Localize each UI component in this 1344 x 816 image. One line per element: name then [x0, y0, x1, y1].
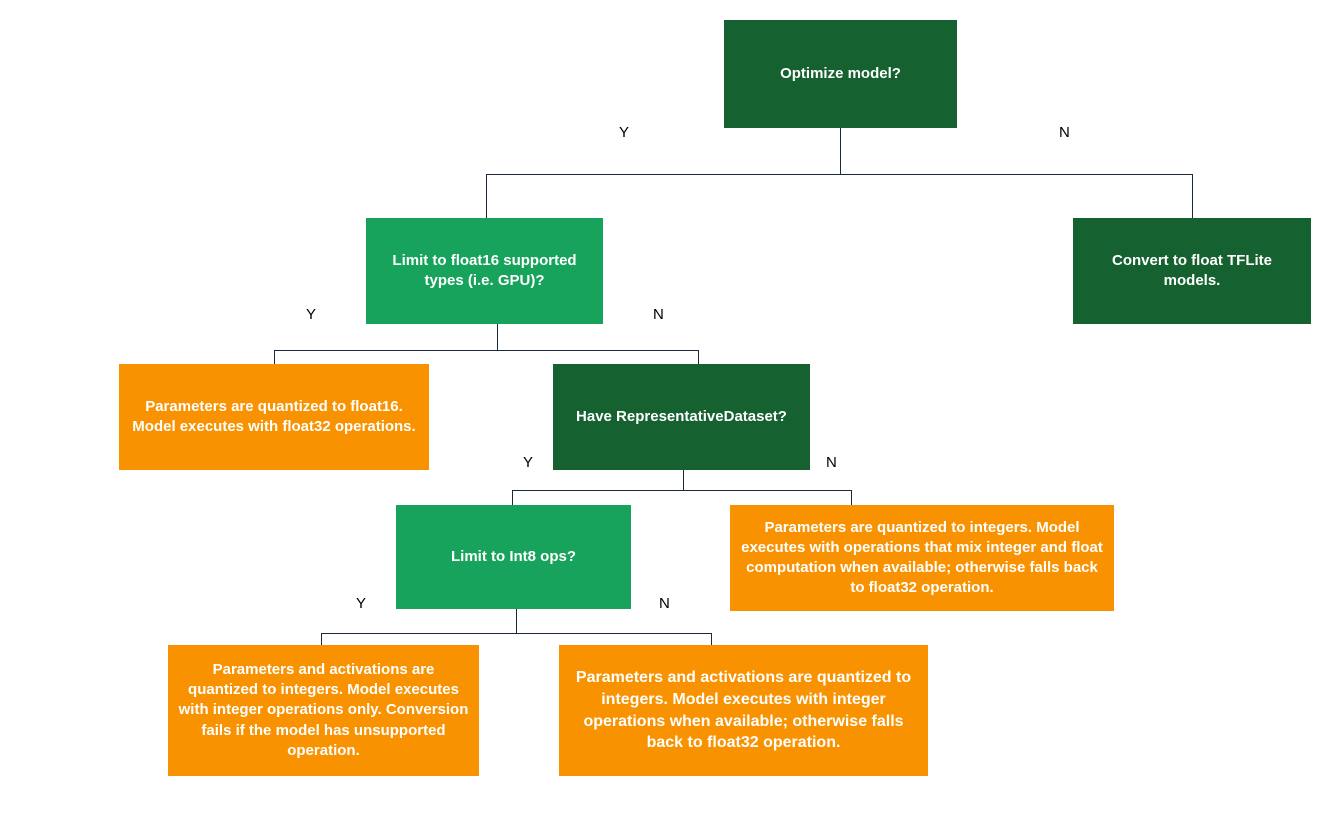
connector-float16-stem	[497, 324, 498, 350]
connector-optimize-bus	[486, 174, 1192, 175]
connector-repdataset-bus	[512, 490, 851, 491]
node-int8_only_result: Parameters and activations are quantized to integers. Model executes with integer operations only. Conversion fails if the model has unsupported operation.	[168, 645, 479, 776]
connector-int8-stem	[516, 609, 517, 633]
connector-optimize-left-drop	[486, 174, 487, 218]
connector-float16-bus	[274, 350, 698, 351]
node-convert_float: Convert to float TFLite models.	[1073, 218, 1311, 324]
edge-label-optimize-yes: Y	[619, 124, 630, 141]
connector-optimize-stem	[840, 128, 841, 174]
edge-label-int8-no: N	[659, 595, 670, 612]
edge-label-int8-yes: Y	[356, 595, 367, 612]
node-float16_result: Parameters are quantized to float16. Model executes with float32 operations.	[119, 364, 429, 470]
edge-label-float16-no: N	[653, 306, 664, 323]
edge-label-repdataset-yes: Y	[523, 454, 534, 471]
connector-optimize-right-drop	[1192, 174, 1193, 218]
connector-int8-bus	[321, 633, 711, 634]
edge-label-repdataset-no: N	[826, 454, 837, 471]
node-float16: Limit to float16 supported types (i.e. GPU)?	[366, 218, 603, 324]
node-dynamic_range_result: Parameters are quantized to integers. Model executes with operations that mix integer and float computation when available; otherwise falls back to float32 operation.	[730, 505, 1114, 611]
connector-repdataset-stem	[683, 470, 684, 490]
node-optimize: Optimize model?	[724, 20, 957, 128]
edge-label-float16-yes: Y	[306, 306, 317, 323]
node-int8_fallback_result: Parameters and activations are quantized to integers. Model executes with integer operations when available; otherwise falls back to float32 operation.	[559, 645, 928, 776]
edge-label-optimize-no: N	[1059, 124, 1070, 141]
node-repdataset: Have RepresentativeDataset?	[553, 364, 810, 470]
node-int8_ops: Limit to Int8 ops?	[396, 505, 631, 609]
